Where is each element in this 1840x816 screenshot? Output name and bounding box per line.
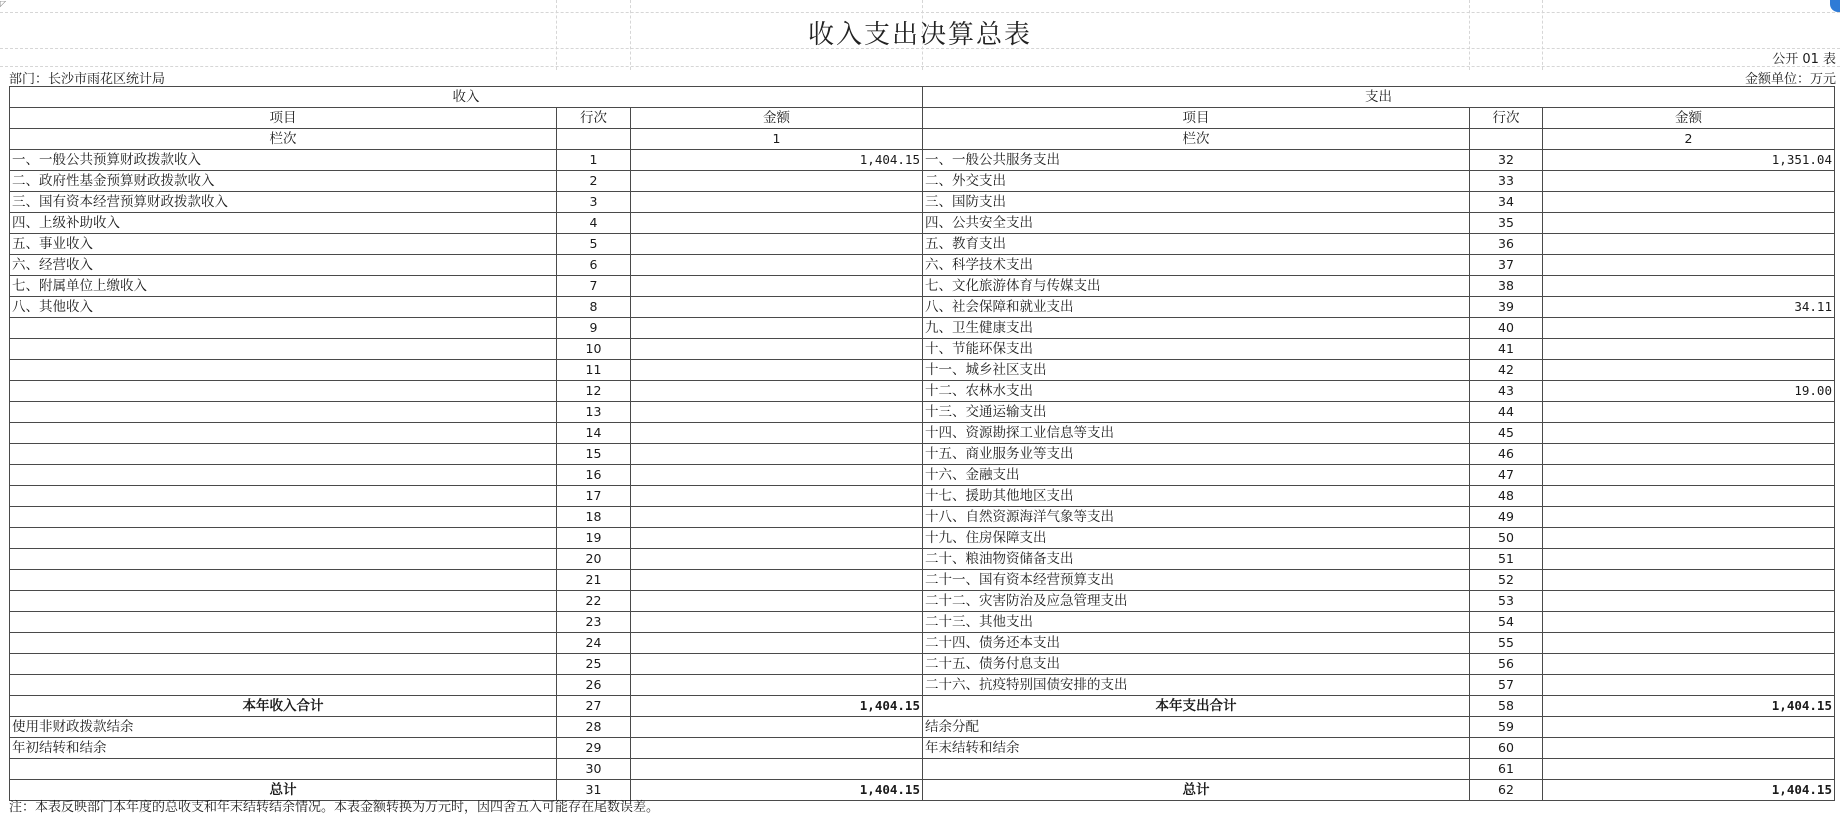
expense-row-no-cell[interactable]: 59 <box>1470 717 1543 738</box>
income-item-cell[interactable] <box>10 549 557 570</box>
expense-item-cell[interactable]: 六、科学技术支出 <box>923 255 1470 276</box>
income-item-cell[interactable] <box>10 444 557 465</box>
income-amount-cell[interactable] <box>631 486 923 507</box>
expense-item-cell[interactable]: 十、节能环保支出 <box>923 339 1470 360</box>
income-item-cell[interactable] <box>10 486 557 507</box>
income-row-no-cell[interactable]: 25 <box>557 654 631 675</box>
expense-row-no-cell[interactable]: 45 <box>1470 423 1543 444</box>
income-row-no-cell[interactable]: 12 <box>557 381 631 402</box>
income-amount-cell[interactable] <box>631 570 923 591</box>
table-row <box>10 150 1835 171</box>
expense-row-no-cell[interactable]: 44 <box>1470 402 1543 423</box>
expense-row-no-blank <box>1470 129 1543 150</box>
income-row-no-cell[interactable]: 10 <box>557 339 631 360</box>
expense-row-no-cell[interactable]: 54 <box>1470 612 1543 633</box>
expense-amount-cell[interactable] <box>1543 738 1835 759</box>
expense-item-cell[interactable]: 二、外交支出 <box>923 171 1470 192</box>
table-row <box>10 360 1835 381</box>
expense-item-cell[interactable]: 总计 <box>923 780 1470 801</box>
expense-row-no-header: 行次 <box>1470 108 1543 129</box>
income-item-cell[interactable] <box>10 759 557 780</box>
expense-item-cell[interactable]: 十八、自然资源海洋气象等支出 <box>923 507 1470 528</box>
income-item-cell[interactable] <box>10 507 557 528</box>
expense-row-no-cell[interactable]: 57 <box>1470 675 1543 696</box>
income-colno-label: 栏次 <box>10 129 557 150</box>
expense-amount-cell[interactable]: 34.11 <box>1543 297 1835 318</box>
income-amount-cell[interactable] <box>631 171 923 192</box>
income-item-cell[interactable]: 四、上级补助收入 <box>10 213 557 234</box>
expense-row-no-cell[interactable]: 53 <box>1470 591 1543 612</box>
income-amount-cell[interactable] <box>631 465 923 486</box>
income-row-no-cell[interactable]: 31 <box>557 780 631 801</box>
expense-amount-cell[interactable] <box>1543 486 1835 507</box>
income-row-no-cell[interactable]: 4 <box>557 213 631 234</box>
income-row-no-cell[interactable]: 27 <box>557 696 631 717</box>
income-item-cell[interactable] <box>10 360 557 381</box>
footnote: 注：本表反映部门本年度的总收支和年末结转结余情况。本表金额转换为万元时，因四舍五入可能存在尾数误差。 <box>9 800 660 815</box>
expense-section-header: 支出 <box>923 87 1835 108</box>
income-item-cell[interactable]: 八、其他收入 <box>10 297 557 318</box>
table-row <box>10 591 1835 612</box>
income-row-no-cell[interactable]: 23 <box>557 612 631 633</box>
income-row-no-cell[interactable]: 11 <box>557 360 631 381</box>
income-amount-cell[interactable] <box>631 213 923 234</box>
income-section-header: 收入 <box>10 87 923 108</box>
income-amount-cell[interactable] <box>631 738 923 759</box>
section-header-row <box>10 87 1835 108</box>
department-label: 部门：长沙市雨花区统计局 <box>9 72 166 87</box>
expense-amount-cell[interactable] <box>1543 423 1835 444</box>
table-row <box>10 675 1835 696</box>
table-row <box>10 192 1835 213</box>
form-number: 公开 01 表 <box>1772 52 1836 67</box>
income-item-cell[interactable]: 年初结转和结余 <box>10 738 557 759</box>
expense-item-cell[interactable]: 年末结转和结余 <box>923 738 1470 759</box>
income-amount-cell[interactable] <box>631 528 923 549</box>
expense-row-no-cell[interactable]: 47 <box>1470 465 1543 486</box>
expense-item-cell[interactable]: 十七、援助其他地区支出 <box>923 486 1470 507</box>
income-item-cell[interactable] <box>10 402 557 423</box>
income-item-cell[interactable] <box>10 612 557 633</box>
expense-amount-cell[interactable] <box>1543 339 1835 360</box>
income-row-no-cell[interactable]: 17 <box>557 486 631 507</box>
income-row-no-cell[interactable]: 1 <box>557 150 631 171</box>
table-row <box>10 402 1835 423</box>
income-row-no-cell[interactable]: 21 <box>557 570 631 591</box>
expense-item-cell[interactable]: 二十二、灾害防治及应急管理支出 <box>923 591 1470 612</box>
table-row <box>10 549 1835 570</box>
expense-row-no-cell[interactable]: 35 <box>1470 213 1543 234</box>
income-row-no-cell[interactable]: 19 <box>557 528 631 549</box>
income-item-cell[interactable] <box>10 654 557 675</box>
income-item-cell[interactable]: 三、国有资本经营预算财政拨款收入 <box>10 192 557 213</box>
income-amount-cell[interactable] <box>631 423 923 444</box>
income-row-no-cell[interactable]: 3 <box>557 192 631 213</box>
expense-item-cell[interactable] <box>923 759 1470 780</box>
expense-item-cell[interactable]: 九、卫生健康支出 <box>923 318 1470 339</box>
expense-row-no-cell[interactable]: 37 <box>1470 255 1543 276</box>
income-item-cell[interactable] <box>10 423 557 444</box>
grid-line <box>0 12 1840 13</box>
table-row <box>10 255 1835 276</box>
expense-row-no-cell[interactable]: 38 <box>1470 276 1543 297</box>
expense-amount-cell[interactable] <box>1543 528 1835 549</box>
expense-item-cell[interactable]: 二十一、国有资本经营预算支出 <box>923 570 1470 591</box>
expense-amount-cell[interactable] <box>1543 465 1835 486</box>
expense-row-no-cell[interactable]: 46 <box>1470 444 1543 465</box>
expense-row-no-cell[interactable]: 62 <box>1470 780 1543 801</box>
income-item-cell[interactable]: 总计 <box>10 780 557 801</box>
expense-row-no-cell[interactable]: 39 <box>1470 297 1543 318</box>
income-amount-cell[interactable] <box>631 591 923 612</box>
income-row-no-cell[interactable]: 15 <box>557 444 631 465</box>
income-amount-header: 金额 <box>631 108 923 129</box>
expense-item-cell[interactable]: 三、国防支出 <box>923 192 1470 213</box>
income-row-no-cell[interactable]: 2 <box>557 171 631 192</box>
expense-item-cell[interactable]: 十五、商业服务业等支出 <box>923 444 1470 465</box>
table-row <box>10 696 1835 717</box>
income-amount-cell[interactable] <box>631 444 923 465</box>
income-row-no-cell[interactable]: 22 <box>557 591 631 612</box>
expense-amount-cell[interactable] <box>1543 276 1835 297</box>
expense-item-cell[interactable]: 二十六、抗疫特别国债安排的支出 <box>923 675 1470 696</box>
table-row <box>10 276 1835 297</box>
expense-amount-cell[interactable] <box>1543 591 1835 612</box>
income-row-no-cell[interactable]: 28 <box>557 717 631 738</box>
income-row-no-cell[interactable]: 6 <box>557 255 631 276</box>
income-item-cell[interactable] <box>10 591 557 612</box>
expense-amount-cell[interactable] <box>1543 570 1835 591</box>
expense-amount-cell[interactable] <box>1543 234 1835 255</box>
income-item-cell[interactable] <box>10 570 557 591</box>
expense-item-cell[interactable]: 七、文化旅游体育与传媒支出 <box>923 276 1470 297</box>
income-amount-cell[interactable]: 1,404.15 <box>631 780 923 801</box>
expense-amount-cell[interactable] <box>1543 507 1835 528</box>
report-title: 收入支出决算总表 <box>807 20 1032 50</box>
income-amount-cell[interactable] <box>631 675 923 696</box>
income-amount-cell[interactable] <box>631 717 923 738</box>
income-row-no-cell[interactable]: 20 <box>557 549 631 570</box>
expense-item-cell[interactable]: 二十五、债务付息支出 <box>923 654 1470 675</box>
expense-amount-cell[interactable]: 1,404.15 <box>1543 780 1835 801</box>
expense-amount-cell[interactable] <box>1543 192 1835 213</box>
table-row <box>10 297 1835 318</box>
expense-row-no-cell[interactable]: 43 <box>1470 381 1543 402</box>
expense-row-no-cell[interactable]: 42 <box>1470 360 1543 381</box>
expense-row-no-cell[interactable]: 34 <box>1470 192 1543 213</box>
expense-amount-cell[interactable] <box>1543 444 1835 465</box>
income-item-cell[interactable] <box>10 339 557 360</box>
expense-item-cell[interactable]: 五、教育支出 <box>923 234 1470 255</box>
income-item-cell[interactable] <box>10 633 557 654</box>
expense-amount-cell[interactable] <box>1543 318 1835 339</box>
table-row <box>10 528 1835 549</box>
income-item-cell[interactable] <box>10 528 557 549</box>
income-amount-cell[interactable] <box>631 192 923 213</box>
expense-item-cell[interactable]: 十六、金融支出 <box>923 465 1470 486</box>
table-row <box>10 465 1835 486</box>
income-item-cell[interactable]: 本年收入合计 <box>10 696 557 717</box>
expense-amount-cell[interactable] <box>1543 360 1835 381</box>
expense-row-no-cell[interactable]: 51 <box>1470 549 1543 570</box>
expense-item-cell[interactable]: 四、公共安全支出 <box>923 213 1470 234</box>
table-row <box>10 444 1835 465</box>
table-row <box>10 423 1835 444</box>
expense-row-no-cell[interactable]: 36 <box>1470 234 1543 255</box>
expense-row-no-cell[interactable]: 33 <box>1470 171 1543 192</box>
table-row <box>10 171 1835 192</box>
table-row <box>10 213 1835 234</box>
income-row-no-cell[interactable]: 26 <box>557 675 631 696</box>
expense-amount-cell[interactable] <box>1543 759 1835 780</box>
expense-item-cell[interactable]: 一、一般公共服务支出 <box>923 150 1470 171</box>
income-item-cell[interactable]: 六、经营收入 <box>10 255 557 276</box>
table-row <box>10 612 1835 633</box>
expense-item-header: 项目 <box>923 108 1470 129</box>
expense-item-cell[interactable]: 十一、城乡社区支出 <box>923 360 1470 381</box>
income-row-no-cell[interactable]: 16 <box>557 465 631 486</box>
expense-item-cell[interactable]: 八、社会保障和就业支出 <box>923 297 1470 318</box>
expense-item-cell[interactable]: 十九、住房保障支出 <box>923 528 1470 549</box>
income-item-cell[interactable] <box>10 675 557 696</box>
expense-amount-header: 金额 <box>1543 108 1835 129</box>
grid-line <box>0 66 1840 67</box>
table-row <box>10 717 1835 738</box>
income-amount-cell[interactable] <box>631 276 923 297</box>
income-amount-cell[interactable] <box>631 360 923 381</box>
expense-amount-cell[interactable]: 1,351.04 <box>1543 150 1835 171</box>
income-item-cell[interactable]: 五、事业收入 <box>10 234 557 255</box>
income-amount-cell[interactable] <box>631 654 923 675</box>
income-row-no-cell[interactable]: 13 <box>557 402 631 423</box>
income-row-no-cell[interactable]: 24 <box>557 633 631 654</box>
income-amount-cell[interactable] <box>631 402 923 423</box>
expense-amount-cell[interactable] <box>1543 255 1835 276</box>
expense-row-no-cell[interactable]: 52 <box>1470 570 1543 591</box>
expense-row-no-cell[interactable]: 50 <box>1470 528 1543 549</box>
income-item-cell[interactable] <box>10 465 557 486</box>
income-amount-cell[interactable] <box>631 612 923 633</box>
income-amount-cell[interactable]: 1,404.15 <box>631 150 923 171</box>
expense-item-cell[interactable]: 结余分配 <box>923 717 1470 738</box>
expense-row-no-cell[interactable]: 32 <box>1470 150 1543 171</box>
income-row-no-cell[interactable]: 14 <box>557 423 631 444</box>
income-row-no-cell[interactable]: 30 <box>557 759 631 780</box>
expense-amount-cell[interactable] <box>1543 213 1835 234</box>
income-item-header: 项目 <box>10 108 557 129</box>
table-row <box>10 759 1835 780</box>
expense-row-no-cell[interactable]: 60 <box>1470 738 1543 759</box>
expense-item-cell[interactable]: 十三、交通运输支出 <box>923 402 1470 423</box>
income-amount-cell[interactable] <box>631 255 923 276</box>
expense-item-cell[interactable]: 二十三、其他支出 <box>923 612 1470 633</box>
income-row-no-blank <box>557 129 631 150</box>
income-row-no-cell[interactable]: 8 <box>557 297 631 318</box>
table-row <box>10 486 1835 507</box>
table-row <box>10 507 1835 528</box>
table-row <box>10 570 1835 591</box>
table-row <box>10 381 1835 402</box>
expense-amount-cell[interactable] <box>1543 654 1835 675</box>
income-row-no-cell[interactable]: 18 <box>557 507 631 528</box>
income-amount-cell[interactable] <box>631 339 923 360</box>
table-row <box>10 234 1835 255</box>
column-header-row <box>10 108 1835 129</box>
income-item-cell[interactable]: 二、政府性基金预算财政拨款收入 <box>10 171 557 192</box>
income-row-no-header: 行次 <box>557 108 631 129</box>
table-row <box>10 633 1835 654</box>
expense-amount-cell[interactable] <box>1543 549 1835 570</box>
table-row <box>10 318 1835 339</box>
expense-item-cell[interactable]: 十二、农林水支出 <box>923 381 1470 402</box>
expense-amount-cell[interactable] <box>1543 171 1835 192</box>
income-amount-cell[interactable] <box>631 633 923 654</box>
expense-row-no-cell[interactable]: 49 <box>1470 507 1543 528</box>
expense-row-no-cell[interactable]: 56 <box>1470 654 1543 675</box>
expense-row-no-cell[interactable]: 40 <box>1470 318 1543 339</box>
income-row-no-cell[interactable]: 5 <box>557 234 631 255</box>
income-item-cell[interactable]: 七、附属单位上缴收入 <box>10 276 557 297</box>
income-row-no-cell[interactable]: 7 <box>557 276 631 297</box>
income-amount-cell[interactable] <box>631 318 923 339</box>
expense-row-no-cell[interactable]: 48 <box>1470 486 1543 507</box>
income-colno: 1 <box>631 129 923 150</box>
income-item-cell[interactable]: 一、一般公共预算财政拨款收入 <box>10 150 557 171</box>
income-amount-cell[interactable] <box>631 297 923 318</box>
income-amount-cell[interactable] <box>631 549 923 570</box>
expense-item-cell[interactable]: 本年支出合计 <box>923 696 1470 717</box>
expense-amount-cell[interactable] <box>1543 633 1835 654</box>
expense-amount-cell[interactable]: 19.00 <box>1543 381 1835 402</box>
expense-row-no-cell[interactable]: 55 <box>1470 633 1543 654</box>
expense-item-cell[interactable]: 二十、粮油物资储备支出 <box>923 549 1470 570</box>
income-amount-cell[interactable]: 1,404.15 <box>631 696 923 717</box>
income-item-cell[interactable] <box>10 381 557 402</box>
table-row <box>10 654 1835 675</box>
expense-item-cell[interactable]: 十四、资源勘探工业信息等支出 <box>923 423 1470 444</box>
expense-row-no-cell[interactable]: 58 <box>1470 696 1543 717</box>
table-row <box>10 738 1835 759</box>
amount-unit-label: 金额单位：万元 <box>1744 72 1836 87</box>
expense-colno: 2 <box>1543 129 1835 150</box>
expense-amount-cell[interactable] <box>1543 612 1835 633</box>
expense-amount-cell[interactable]: 1,404.15 <box>1543 696 1835 717</box>
table-row <box>10 339 1835 360</box>
expense-amount-cell[interactable] <box>1543 717 1835 738</box>
income-item-cell[interactable]: 使用非财政拨款结余 <box>10 717 557 738</box>
expense-item-cell[interactable]: 二十四、债务还本支出 <box>923 633 1470 654</box>
income-amount-cell[interactable] <box>631 759 923 780</box>
side-panel-handle[interactable] <box>1830 0 1840 12</box>
expense-amount-cell[interactable] <box>1543 675 1835 696</box>
income-row-no-cell[interactable]: 29 <box>557 738 631 759</box>
expense-row-no-cell[interactable]: 61 <box>1470 759 1543 780</box>
expense-amount-cell[interactable] <box>1543 402 1835 423</box>
select-all-corner-icon[interactable]: ◸ <box>0 0 7 8</box>
expense-row-no-cell[interactable]: 41 <box>1470 339 1543 360</box>
income-amount-cell[interactable] <box>631 381 923 402</box>
income-item-cell[interactable] <box>10 318 557 339</box>
income-amount-cell[interactable] <box>631 507 923 528</box>
income-row-no-cell[interactable]: 9 <box>557 318 631 339</box>
expense-colno-label: 栏次 <box>923 129 1470 150</box>
income-expense-table <box>9 86 1835 801</box>
income-amount-cell[interactable] <box>631 234 923 255</box>
column-number-row <box>10 129 1835 150</box>
